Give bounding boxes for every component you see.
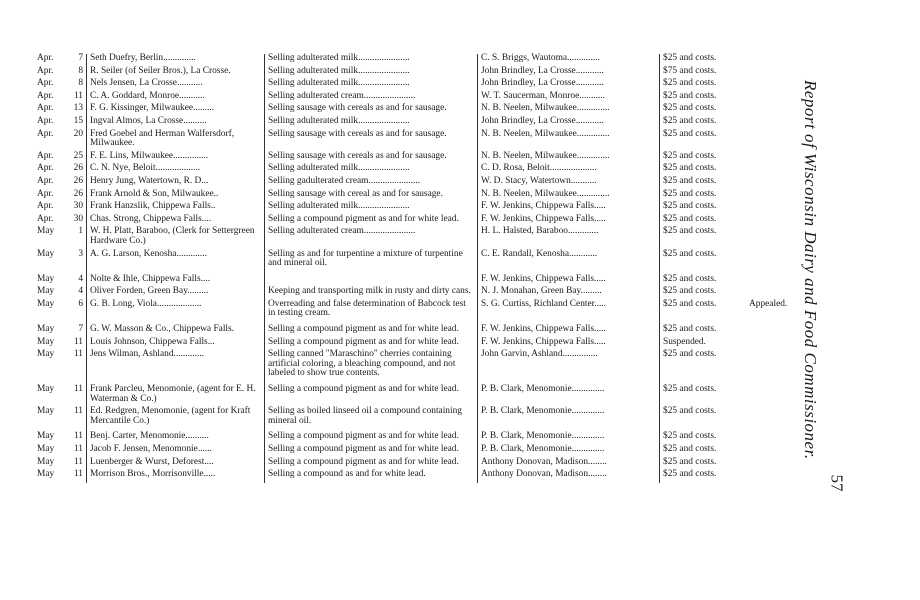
month-cell: Apr.: [37, 213, 54, 224]
penalty-cell: $25 and costs.: [660, 215, 747, 228]
month-cell: Apr.: [37, 53, 54, 63]
offense-cell: Selling a compound pigment as and for white lead.: [265, 445, 478, 458]
penalty-cell: $25 and costs.: [660, 130, 747, 152]
penalty-cell: $25 and costs.: [660, 54, 747, 67]
offense-cell: Selling canned "Maraschino" cherries containing artificial coloring, a bleaching compound, and not labeled to show true contents.: [265, 350, 478, 385]
offense-cell: Selling sausage with cereal as and for sausage.: [265, 190, 478, 203]
defendant-cell: F. E. Lins, Milwaukee...............: [87, 152, 265, 165]
prosecutor-cell: P. B. Clark, Menomonie..............: [478, 445, 660, 458]
penalty-cell: $25 and costs.: [660, 227, 747, 249]
day-cell: 1: [78, 226, 83, 237]
remark-cell: Appealed.: [749, 298, 788, 309]
table-row: [34, 79, 812, 92]
offense-cell: Selling as boiled linseed oil a compound containing mineral oil.: [265, 407, 478, 432]
prosecutor-cell: F. W. Jenkins, Chippewa Falls.....: [478, 325, 660, 338]
prosecutor-cell: C. S. Briggs, Wautoma..............: [478, 54, 660, 67]
offense-cell: Selling adulterated milk......................: [265, 164, 478, 177]
day-cell: 11: [73, 336, 83, 347]
defendant-cell: G. B. Long, Viola...................: [87, 300, 265, 325]
day-cell: 15: [73, 115, 83, 126]
penalty-cell: $25 and costs.: [660, 117, 747, 130]
prosecutor-cell: P. B. Clark, Menomonie..............: [478, 407, 660, 432]
defendant-cell: Frank Parcleu, Menomonie, (agent for E. H. Waterman & Co.): [87, 385, 265, 407]
defendant-cell: Morrison Bros., Morrisonville.....: [87, 470, 265, 483]
running-head: Report of Wisconsin Dairy and Food Commissioner.: [801, 80, 820, 460]
penalty-cell: $25 and costs.: [660, 407, 747, 432]
day-cell: 11: [73, 469, 83, 480]
prosecutor-cell: John Brindley, La Crosse............: [478, 117, 660, 130]
prosecutor-cell: John Garvin, Ashland...............: [478, 350, 660, 385]
offense-cell: Selling sausage with cereals as and for sausage.: [265, 152, 478, 165]
prosecutor-cell: H. L. Halsted, Baraboo.............: [478, 227, 660, 249]
defendant-cell: Frank Hanzslik, Chippewa Falls..: [87, 202, 265, 215]
offense-cell: Selling sausage with cereals as and for sausage.: [265, 104, 478, 117]
defendant-cell: Ingval Almos, La Crosse..........: [87, 117, 265, 130]
table-row: [34, 350, 812, 385]
month-cell: Apr.: [37, 128, 54, 139]
remark-cell: [746, 54, 812, 67]
penalty-cell: $25 and costs.: [660, 275, 747, 288]
day-cell: 11: [73, 431, 83, 442]
prosecutor-cell: F. W. Jenkins, Chippewa Falls.....: [478, 275, 660, 288]
penalty-cell: $25 and costs.: [660, 250, 747, 275]
month-cell: May: [37, 469, 55, 480]
prosecutor-cell: S. G. Curtiss, Richland Center.....: [478, 300, 660, 325]
table-row: [34, 202, 812, 215]
prosecutor-cell: N. J. Monahan, Green Bay.........: [478, 287, 660, 300]
offense-cell: Selling gadulterated cream......................: [265, 177, 478, 190]
defendant-cell: R. Seiler (of Seiler Bros.), La Crosse.: [87, 67, 265, 80]
day-cell: 8: [78, 65, 83, 76]
month-cell: Apr.: [37, 188, 54, 199]
prosecutor-cell: C. E. Randall, Kenosha............: [478, 250, 660, 275]
prosecutor-cell: P. B. Clark, Menomonie..............: [478, 385, 660, 407]
defendant-cell: Luenberger & Wurst, Deforest....: [87, 458, 265, 471]
month-cell: May: [37, 406, 55, 417]
day-cell: 11: [73, 456, 83, 467]
penalty-cell: $25 and costs.: [660, 79, 747, 92]
table-row: [34, 54, 812, 67]
penalty-cell: $25 and costs.: [660, 325, 747, 338]
penalty-cell: $25 and costs.: [660, 350, 747, 385]
defendant-cell: Henry Jung, Watertown, R. D...: [87, 177, 265, 190]
month-cell: May: [37, 248, 55, 259]
day-cell: 11: [73, 444, 83, 454]
defendant-cell: W. H. Platt, Baraboo, (Clerk for Settergreen Hardware Co.): [87, 227, 265, 249]
offense-cell: Keeping and transporting milk in rusty and dirty cans.: [265, 287, 478, 300]
offense-cell: Selling adulterated milk......................: [265, 54, 478, 67]
month-cell: Apr.: [37, 201, 54, 212]
day-cell: 11: [73, 349, 83, 360]
prosecutor-cell: John Brindley, La Crosse............: [478, 67, 660, 80]
penalty-cell: $25 and costs.: [660, 92, 747, 105]
defendant-cell: Seth Duefry, Berlin..............: [87, 54, 265, 67]
month-cell: May: [37, 431, 55, 442]
prosecutor-cell: Anthony Donovan, Madison........: [478, 458, 660, 471]
prosecutor-cell: F. W. Jenkins, Chippewa Falls.....: [478, 202, 660, 215]
prosecutor-cell: John Brindley, La Crosse............: [478, 79, 660, 92]
prosecutor-cell: W. T. Saucerman, Monroe...........: [478, 92, 660, 105]
table-row: [34, 470, 812, 483]
defendant-cell: G. W. Masson & Co., Chippewa Falls.: [87, 325, 265, 338]
day-cell: 7: [78, 53, 83, 63]
offense-cell: Selling as and for turpentine a mixture of turpentine and mineral oil.: [265, 250, 478, 275]
day-cell: 6: [78, 298, 83, 309]
month-cell: May: [37, 384, 55, 395]
defendant-cell: Benj. Carter, Menomonie..........: [87, 432, 265, 445]
month-cell: May: [37, 456, 55, 467]
table-row: [34, 445, 812, 458]
penalty-cell: $25 and costs.: [660, 470, 747, 483]
penalty-cell: $25 and costs.: [660, 190, 747, 203]
table-row: [34, 287, 812, 300]
defendant-cell: Ed. Redgren, Menomonie, (agent for Kraft Mercantile Co.): [87, 407, 265, 432]
offense-cell: Selling sausage with cereals as and for sausage.: [265, 130, 478, 152]
prosecutor-cell: N. B. Neelen, Milwaukee..............: [478, 130, 660, 152]
defendant-cell: Nolte & Ihle, Chippewa Falls....: [87, 275, 265, 288]
remark-cell: [746, 67, 812, 80]
page-number: 57: [827, 474, 847, 492]
penalty-cell: $25 and costs.: [660, 104, 747, 117]
offense-cell: Selling a compound pigment as and for white lead.: [265, 325, 478, 338]
penalty-cell: $25 and costs.: [660, 152, 747, 165]
day-cell: 3: [78, 248, 83, 259]
defendant-cell: A. G. Larson, Kenosha.............: [87, 250, 265, 275]
day-cell: 20: [73, 128, 83, 139]
defendant-cell: Chas. Strong, Chippewa Falls....: [87, 215, 265, 228]
month-cell: Apr.: [37, 103, 54, 114]
defendant-cell: Jacob F. Jensen, Menomonie......: [87, 445, 265, 458]
prosecutor-cell: Anthony Donovan, Madison........: [478, 470, 660, 483]
penalty-cell: $25 and costs.: [660, 445, 747, 458]
day-cell: 13: [73, 103, 83, 114]
day-cell: 30: [73, 213, 83, 224]
day-cell: 26: [73, 175, 83, 186]
table-row: [34, 117, 812, 130]
offense-cell: Selling adulterated milk......................: [265, 202, 478, 215]
defendant-cell: Oliver Forden, Green Bay.........: [87, 287, 265, 300]
month-cell: Apr.: [37, 150, 54, 161]
penalty-cell: $25 and costs.: [660, 164, 747, 177]
defendant-cell: Jens Wilman, Ashland.............: [87, 350, 265, 385]
offense-cell: Selling adulterated milk......................: [265, 67, 478, 80]
penalty-cell: $25 and costs.: [660, 300, 747, 325]
table-row: [34, 385, 812, 407]
prosecutor-cell: C. D. Rosa, Beloit....................: [478, 164, 660, 177]
defendant-cell: C. A. Goddard, Monroe...........: [87, 92, 265, 105]
offense-cell: Selling a compound as and for white lead.: [265, 470, 478, 483]
day-cell: 8: [78, 78, 83, 89]
penalty-cell: $75 and costs.: [660, 67, 747, 80]
offense-cell: Selling adulterated cream......................: [265, 227, 478, 249]
day-cell: 11: [73, 406, 83, 417]
month-cell: Apr.: [37, 163, 54, 174]
month-cell: May: [37, 444, 55, 454]
penalty-cell: $25 and costs.: [660, 177, 747, 190]
month-cell: Apr.: [37, 65, 54, 76]
day-cell: 11: [73, 90, 83, 101]
defendant-cell: C. N. Nye, Beloit...................: [87, 164, 265, 177]
month-cell: Apr.: [37, 115, 54, 126]
table-row: [34, 300, 812, 325]
month-cell: May: [37, 324, 55, 335]
prosecutions-table-body: [34, 54, 812, 483]
day-cell: 11: [73, 384, 83, 395]
prosecutor-cell: F. W. Jenkins, Chippewa Falls.....: [478, 338, 660, 351]
penalty-cell: $25 and costs.: [660, 432, 747, 445]
offense-cell: Selling adulterated cream......................: [265, 92, 478, 105]
table-row: [34, 227, 812, 249]
penalty-cell: $25 and costs.: [660, 287, 747, 300]
day-cell: 26: [73, 163, 83, 174]
month-cell: May: [37, 349, 55, 360]
offense-cell: Selling a compound pigment as and for white lead.: [265, 215, 478, 228]
table-row: [34, 250, 812, 275]
penalty-cell: $25 and costs.: [660, 202, 747, 215]
offense-cell: Selling adulterated milk......................: [265, 117, 478, 130]
month-cell: Apr.: [37, 90, 54, 101]
month-cell: May: [37, 226, 55, 237]
day-cell: 30: [73, 201, 83, 212]
prosecutor-cell: F. W. Jenkins, Chippewa Falls.....: [478, 215, 660, 228]
defendant-cell: Louis Johnson, Chippewa Falls...: [87, 338, 265, 351]
prosecutor-cell: W. D. Stacy, Watertown...........: [478, 177, 660, 190]
day-cell: 4: [78, 273, 83, 284]
month-cell: May: [37, 286, 55, 297]
defendant-cell: Nels Jensen, La Crosse...........: [87, 79, 265, 92]
month-cell: May: [37, 298, 55, 309]
prosecutor-cell: N. B. Neelen, Milwaukee..............: [478, 190, 660, 203]
prosecutor-cell: N. B. Neelen, Milwaukee..............: [478, 152, 660, 165]
table-row: [34, 177, 812, 190]
offense-cell: Selling a compound pigment as and for white lead.: [265, 385, 478, 407]
month-cell: May: [37, 273, 55, 284]
prosecutor-cell: N. B. Neelen, Milwaukee..............: [478, 104, 660, 117]
month-cell: Apr.: [37, 175, 54, 186]
penalty-cell: $25 and costs.: [660, 385, 747, 407]
table-row: [34, 407, 812, 432]
penalty-cell: $25 and costs.: [660, 458, 747, 471]
table-row: [34, 325, 812, 338]
offense-cell: Overreading and false determination of Babcock test in testing cream.: [265, 300, 478, 325]
table-row: [34, 130, 812, 152]
offense-cell: Selling a compound pigment as and for white lead.: [265, 458, 478, 471]
day-cell: 26: [73, 188, 83, 199]
defendant-cell: Frank Arnold & Son, Milwaukee..: [87, 190, 265, 203]
day-cell: 7: [78, 324, 83, 335]
penalty-cell: Suspended.: [660, 338, 747, 351]
month-cell: May: [37, 336, 55, 347]
month-cell: Apr.: [37, 78, 54, 89]
offense-cell: Selling a compound pigment as and for white lead.: [265, 432, 478, 445]
day-cell: 4: [78, 286, 83, 297]
day-cell: 25: [73, 150, 83, 161]
prosecutions-table: [34, 54, 812, 483]
prosecutor-cell: P. B. Clark, Menomonie..............: [478, 432, 660, 445]
defendant-cell: F. G. Kissinger, Milwaukee.........: [87, 104, 265, 117]
offense-cell: Selling adulterated milk......................: [265, 79, 478, 92]
offense-cell: Selling a compound pigment as and for white lead.: [265, 338, 478, 351]
defendant-cell: Fred Goebel and Herman Walfersdorf, Milwaukee.: [87, 130, 265, 152]
